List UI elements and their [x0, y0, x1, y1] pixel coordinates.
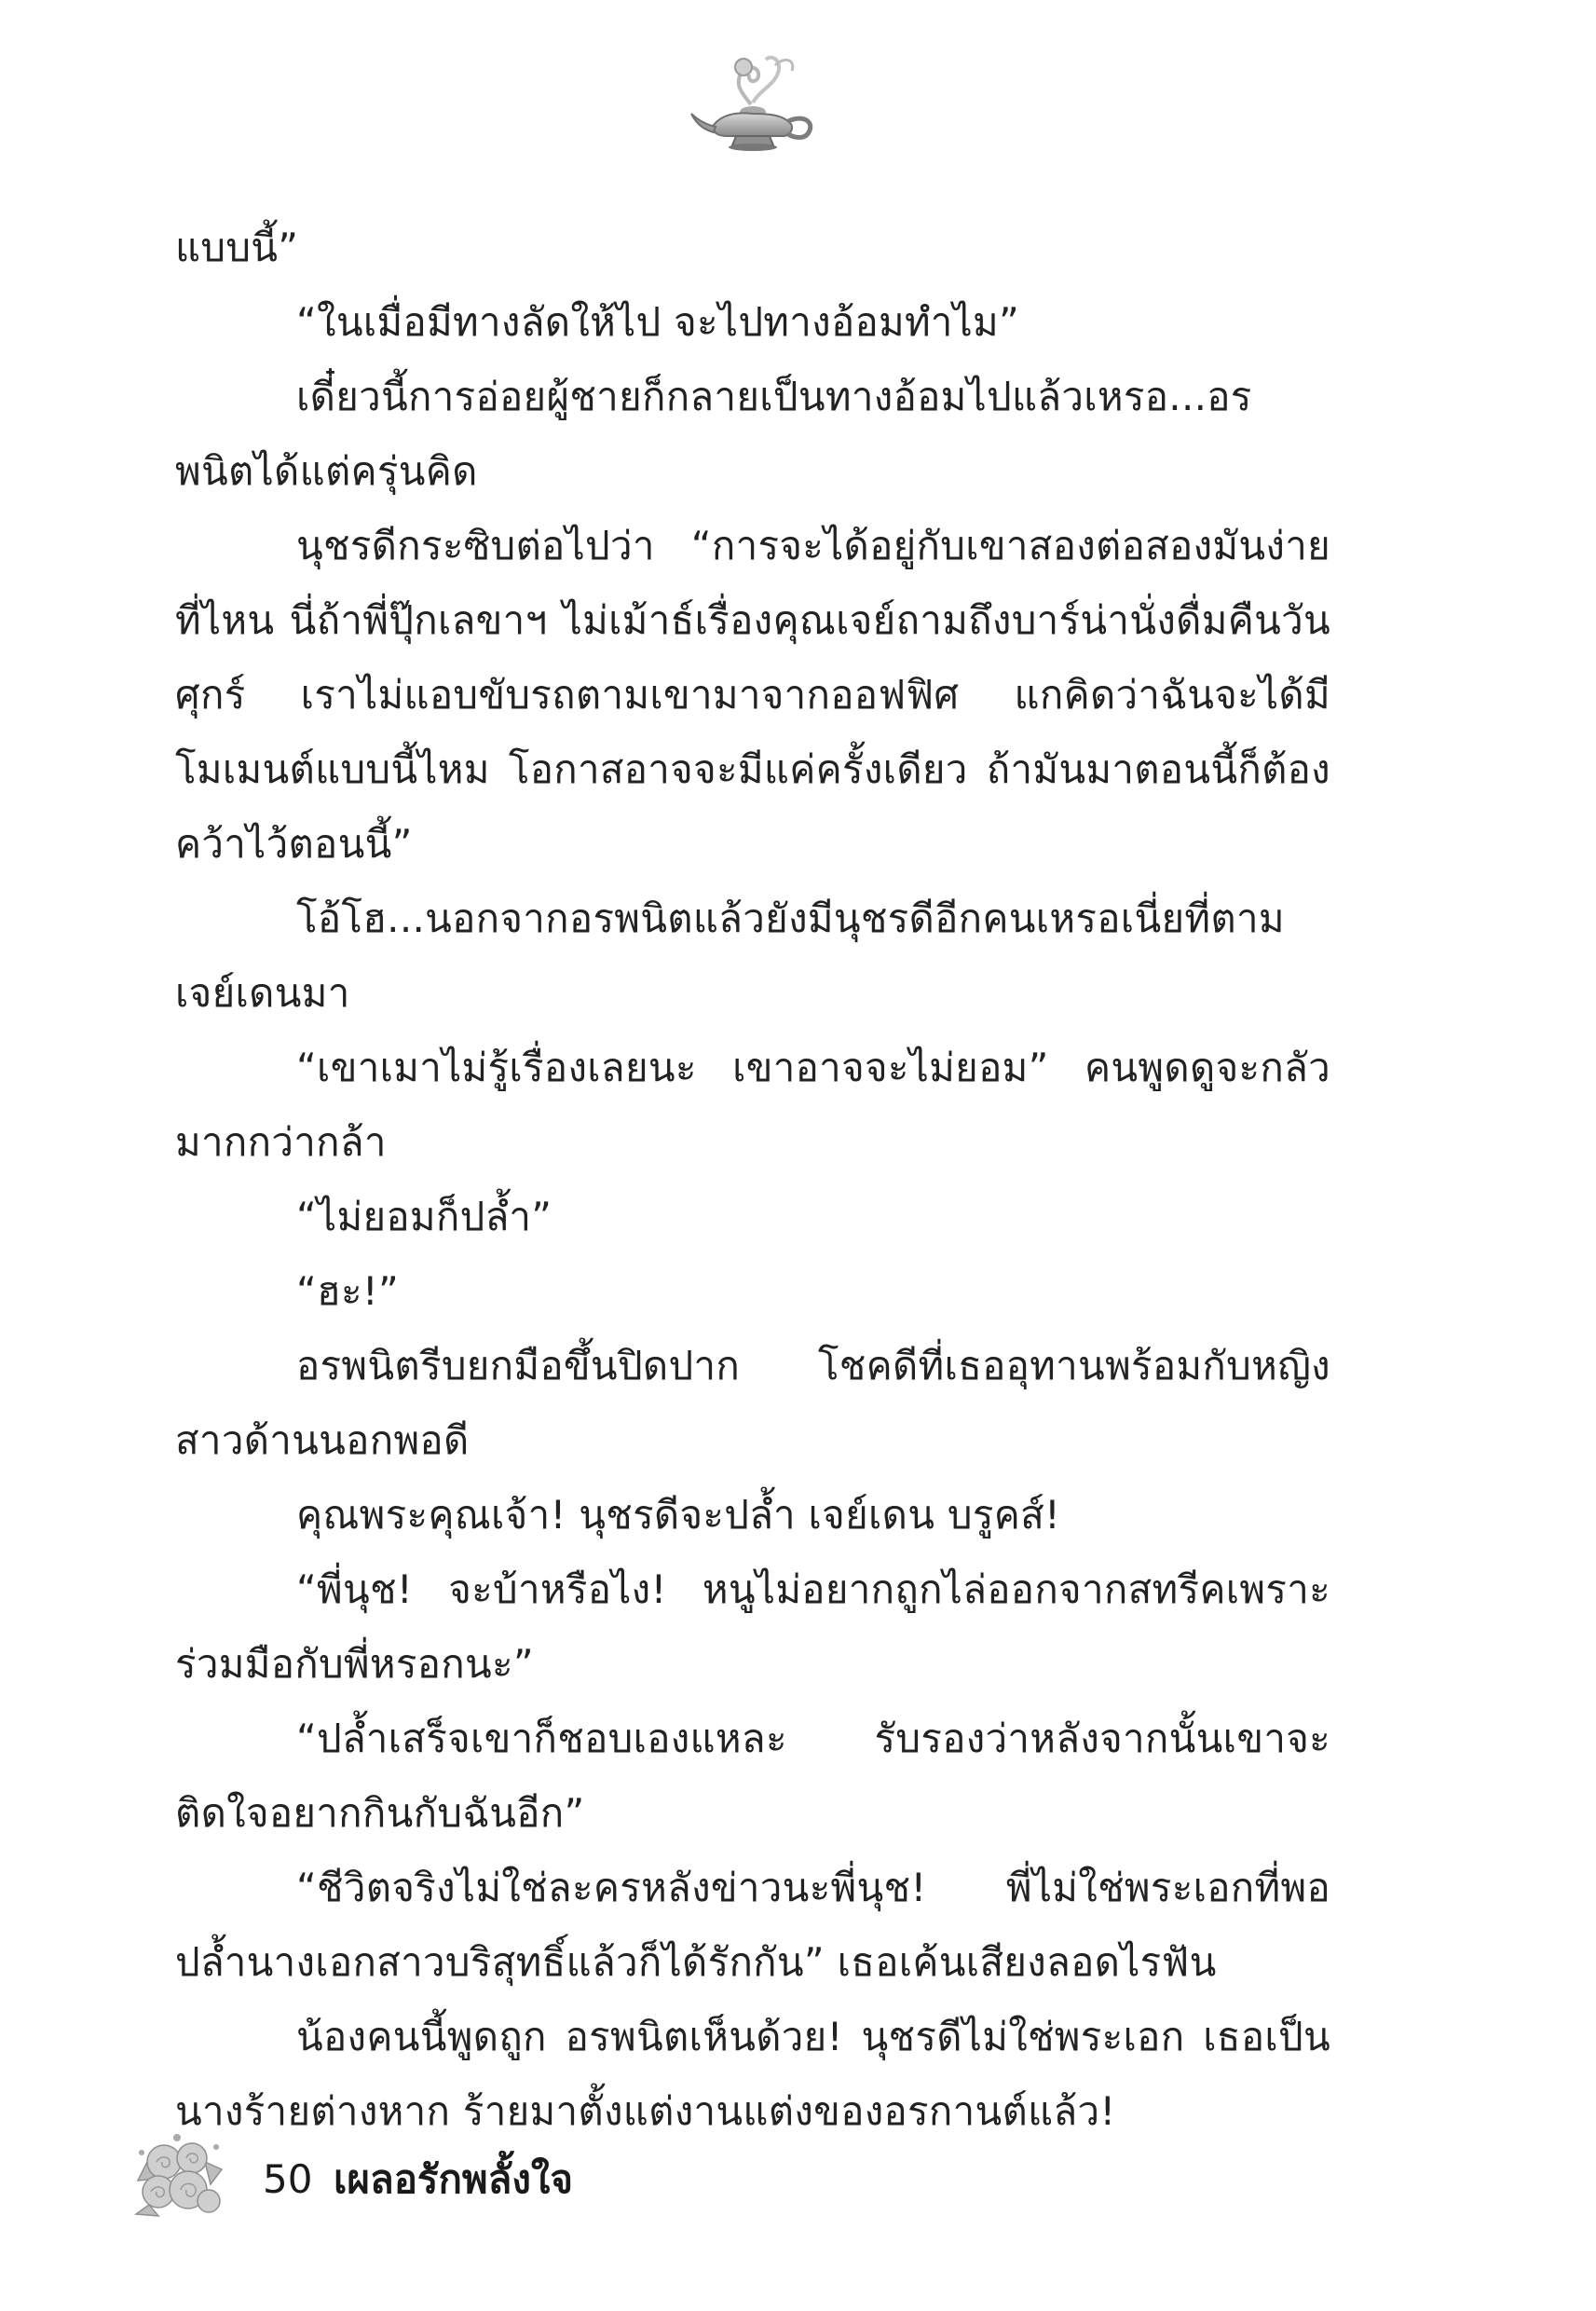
- page-number: 50: [263, 2156, 313, 2202]
- paragraph-11: “พี่นุช! จะบ้าหรือไง! หนูไม่อยากถูกไล่ออกจากสทรีคเพราะร่วมมือกับพี่หรอกนะ”: [175, 1566, 1330, 1687]
- book-title: เผลอรักพลั้งใจ: [334, 2156, 573, 2202]
- paragraph-8: “ฮะ!”: [296, 1268, 400, 1314]
- paragraph-13: “ชีวิตจริงไม่ใช่ละครหลังข่าวนะพี่นุช! พี่ไม่ใช่พระเอกที่พอปล้ำนางเอกสาวบริสุทธิ์แล้วก็ได้รักกัน” เธอเค้นเสียงลอดไรฟัน: [175, 1865, 1330, 1985]
- genie-lamp-ornament-icon: [686, 47, 825, 158]
- paragraph-1: แบบนี้”: [175, 225, 299, 270]
- paragraph-12: “ปล้ำเสร็จเขาก็ชอบเองแหละ รับรองว่าหลังจากนั้นเขาจะติดใจอยากกินกับฉันอีก”: [175, 1716, 1330, 1836]
- paragraph-6: “เขาเมาไม่รู้เรื่องเลยนะ เขาอาจจะไม่ยอม” คนพูดดูจะกลัวมากกว่ากล้า: [175, 1045, 1330, 1165]
- paragraph-2: “ในเมื่อมีทางลัดให้ไป จะไปทางอ้อมทำไม”: [296, 299, 1020, 345]
- paragraph-5: โอ้โฮ...นอกจากอรพนิตแล้วยังมีนุชรดีอีกคนเหรอเนี่ยที่ตามเจย์เดนมา: [175, 896, 1285, 1016]
- paragraph-14: น้องคนนี้พูดถูก อรพนิตเห็นด้วย! นุชรดีไม่ใช่พระเอก เธอเป็นนางร้ายต่างหาก ร้ายมาตั้งแต่งานแต่งของอรกานต์แล้ว!: [175, 2014, 1330, 2134]
- paragraph-3: เดี๋ยวนี้การอ่อยผู้ชายก็กลายเป็นทางอ้อมไปแล้วเหรอ...อรพนิตได้แต่ครุ่นคิด: [175, 374, 1252, 494]
- paragraph-4: นุชรดีกระซิบต่อไปว่า “การจะได้อยู่กับเขาสองต่อสองมันง่ายที่ไหน นี่ถ้าพี่ปุ๊กเลขาฯ ไม่เม้าธ์เรื่องคุณเจย์ถามถึงบาร์น่านั่งดื่มคืนวันศุกร์ เราไม่แอบขับรถตามเขามาจากออฟฟิศ แกคิดว่าฉันจะได้มีโมเมนต์แบบนี้ไหม โอกาสอาจจะมีแค่ครั้งเดียว ถ้ามันมาตอนนี้ก็ต้องคว้าไว้ตอนนี้”: [175, 523, 1330, 867]
- paragraph-9: อรพนิตรีบยกมือขึ้นปิดปาก โชคดีที่เธออุทานพร้อมกับหญิงสาวด้านนอกพอดี: [175, 1343, 1330, 1463]
- rose-bouquet-icon: [130, 2125, 228, 2227]
- body-text: [175, 211, 1330, 2149]
- page-footer: [130, 2125, 783, 2227]
- paragraph-7: “ไม่ยอมก็ปล้ำ”: [296, 1194, 552, 1239]
- paragraph-10: คุณพระคุณเจ้า! นุชรดีจะปล้ำ เจย์เดน บรูคส์!: [296, 1492, 1061, 1538]
